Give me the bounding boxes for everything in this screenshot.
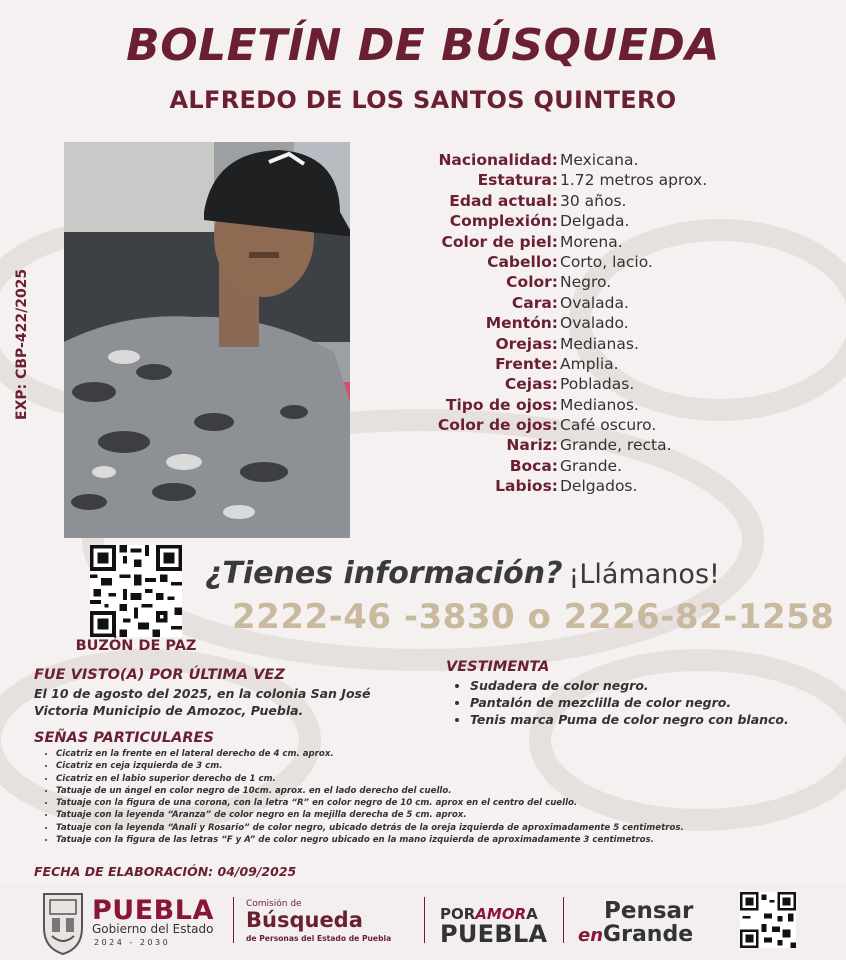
distinguishing-marks-section <box>34 730 834 846</box>
field-value: Ovalada. <box>560 293 629 312</box>
footer-divider <box>563 897 564 943</box>
missing-person-photo <box>64 142 350 538</box>
bulletin-title: BOLETÍN DE BÚSQUEDA <box>126 20 720 71</box>
personas-label: de Personas del Estado de Puebla <box>246 934 392 943</box>
field-value: Ovalado. <box>560 314 629 333</box>
busqueda-label: Búsqueda <box>246 908 363 932</box>
por-text: POR <box>440 905 476 923</box>
footer-divider <box>424 897 425 943</box>
buzon-de-paz-label: BUZÓN DE PAZ <box>75 638 197 654</box>
missing-person-name: ALFREDO DE LOS SANTOS QUINTERO <box>169 86 677 114</box>
a-text: A <box>526 905 538 923</box>
field-label: Color de piel: <box>441 232 558 251</box>
field-value: Amplia. <box>560 354 619 373</box>
field-label: Cabello: <box>487 252 558 271</box>
grande-text: Grande <box>603 922 694 947</box>
footer-divider <box>233 897 234 943</box>
contact-phone-numbers[interactable]: 2222-46 -3830 o 2226-82-1258 <box>232 597 835 637</box>
list-item: • Cicatriz en el labio superior derecho de 1 cm. <box>56 773 834 785</box>
question-text: ¿Tienes información? <box>205 556 563 591</box>
case-number: EXP: CBP-422/2025 <box>14 268 30 420</box>
clothing-section <box>446 659 836 728</box>
distinguishing-marks-list <box>34 748 834 846</box>
field-label: Boca: <box>509 456 558 475</box>
field-value: Medianos. <box>560 395 639 414</box>
field-row <box>370 150 830 170</box>
field-value: Café oscuro. <box>560 416 657 435</box>
list-item: • Tatuaje con la figura de una corona, con la letra “R” en color negro de 10 cm. aprox en el centro del cuello. <box>56 797 834 809</box>
field-value: Medianas. <box>560 334 639 353</box>
field-row <box>370 252 830 272</box>
field-row <box>370 313 830 333</box>
puebla-coat-of-arms-logo <box>38 888 88 956</box>
field-label: Mentón: <box>485 314 558 333</box>
field-value: Delgada. <box>560 212 630 231</box>
pensar-en-grande-logo-bottom <box>578 922 693 947</box>
puebla-government-logo-text: PUEBLA <box>92 895 214 926</box>
field-label: Cejas: <box>504 375 558 394</box>
last-seen-line: El 10 de agosto del 2025, en la colonia San José <box>34 686 371 701</box>
list-item: • Tenis marca Puma de color negro con blanco. <box>470 711 836 728</box>
government-period: 2024 - 2030 <box>94 938 171 947</box>
list-item: • Cicatriz en ceja izquierda de 3 cm. <box>56 760 834 772</box>
last-seen-section <box>34 667 414 719</box>
list-item: • Pantalón de mezclilla de color negro. <box>470 694 836 711</box>
footer-qr-code[interactable] <box>740 892 796 948</box>
list-item: • Tatuaje con la leyenda “Anali y Rosario” de color negro, ubicado detrás de la oreja izquierda de aproximadamente 5 centimetros. <box>56 822 834 834</box>
field-value: Mexicana. <box>560 151 639 169</box>
field-value: 30 años. <box>560 191 627 210</box>
field-value: 1.72 metros aprox. <box>560 171 708 190</box>
physical-characteristics <box>370 150 830 497</box>
field-label: Nacionalidad: <box>438 151 558 169</box>
field-value: Morena. <box>560 232 623 251</box>
field-value: Corto, lacio. <box>560 252 653 271</box>
buzon-de-paz-qr-code[interactable] <box>90 545 182 637</box>
field-label: Estatura: <box>477 171 558 190</box>
field-value: Negro. <box>560 273 612 292</box>
call-text: ¡Llámanos! <box>568 559 720 590</box>
elaboration-date: FECHA DE ELABORACIÓN: 04/09/2025 <box>34 864 297 879</box>
field-label: Color de ojos: <box>437 416 558 435</box>
field-row <box>370 293 830 313</box>
list-item: • Cicatriz en la frente en el lateral derecho de 4 cm. aprox. <box>56 748 834 760</box>
clothing-list <box>446 677 836 728</box>
list-item: • Tatuaje con la figura de las letras “F y A” de color negro ubicado en la mano izquierda de aproximadamente 3 centimetros. <box>56 834 834 846</box>
field-value: Delgados. <box>560 477 638 496</box>
distinguishing-marks-title: SEÑAS PARTICULARES <box>34 730 214 746</box>
field-label: Frente: <box>495 354 558 373</box>
gobierno-del-estado-text: Gobierno del Estado <box>92 922 214 936</box>
list-item: • Tatuaje con la leyenda “Aranza” de color negro en la mejilla derecha de 5 cm. aprox. <box>56 809 834 821</box>
clothing-title: VESTIMENTA <box>446 659 550 675</box>
comision-label: Comisión de <box>246 899 302 909</box>
field-row <box>370 435 830 455</box>
por-amor-a-puebla-logo-bottom: PUEBLA <box>440 920 548 948</box>
field-row <box>370 354 830 374</box>
last-seen-line: Victoria Municipio de Amozoc, Puebla. <box>34 703 304 718</box>
field-row <box>370 374 830 394</box>
field-row <box>370 211 830 231</box>
field-label: Orejas: <box>495 334 558 353</box>
pensar-en-grande-logo-top: Pensar <box>604 898 694 924</box>
field-label: Color: <box>506 273 558 292</box>
field-row <box>370 415 830 435</box>
field-label: Cara: <box>511 293 558 312</box>
contact-question <box>205 556 720 591</box>
field-row <box>370 395 830 415</box>
field-row <box>370 334 830 354</box>
field-row <box>370 191 830 211</box>
field-label: Complexión: <box>449 212 558 231</box>
amor-text: AMOR <box>475 905 527 923</box>
list-item: • Tatuaje de un ángel en color negro de 10cm. aprox. en el lado derecho del cuello. <box>56 785 834 797</box>
field-value: Grande, recta. <box>560 436 672 455</box>
field-label: Nariz: <box>506 436 558 455</box>
field-row <box>370 456 830 476</box>
field-row <box>370 476 830 496</box>
field-label: Tipo de ojos: <box>445 395 558 414</box>
field-row <box>370 232 830 252</box>
last-seen-title: FUE VISTO(A) POR ÚLTIMA VEZ <box>34 667 285 683</box>
field-label: Edad actual: <box>449 191 558 210</box>
field-row <box>370 272 830 292</box>
en-text: en <box>578 925 604 946</box>
last-seen-text <box>34 685 414 719</box>
field-label: Labios: <box>495 477 558 496</box>
list-item: • Sudadera de color negro. <box>470 677 836 694</box>
field-value: Grande. <box>560 456 623 475</box>
field-row <box>370 170 830 190</box>
field-value: Pobladas. <box>560 375 635 394</box>
